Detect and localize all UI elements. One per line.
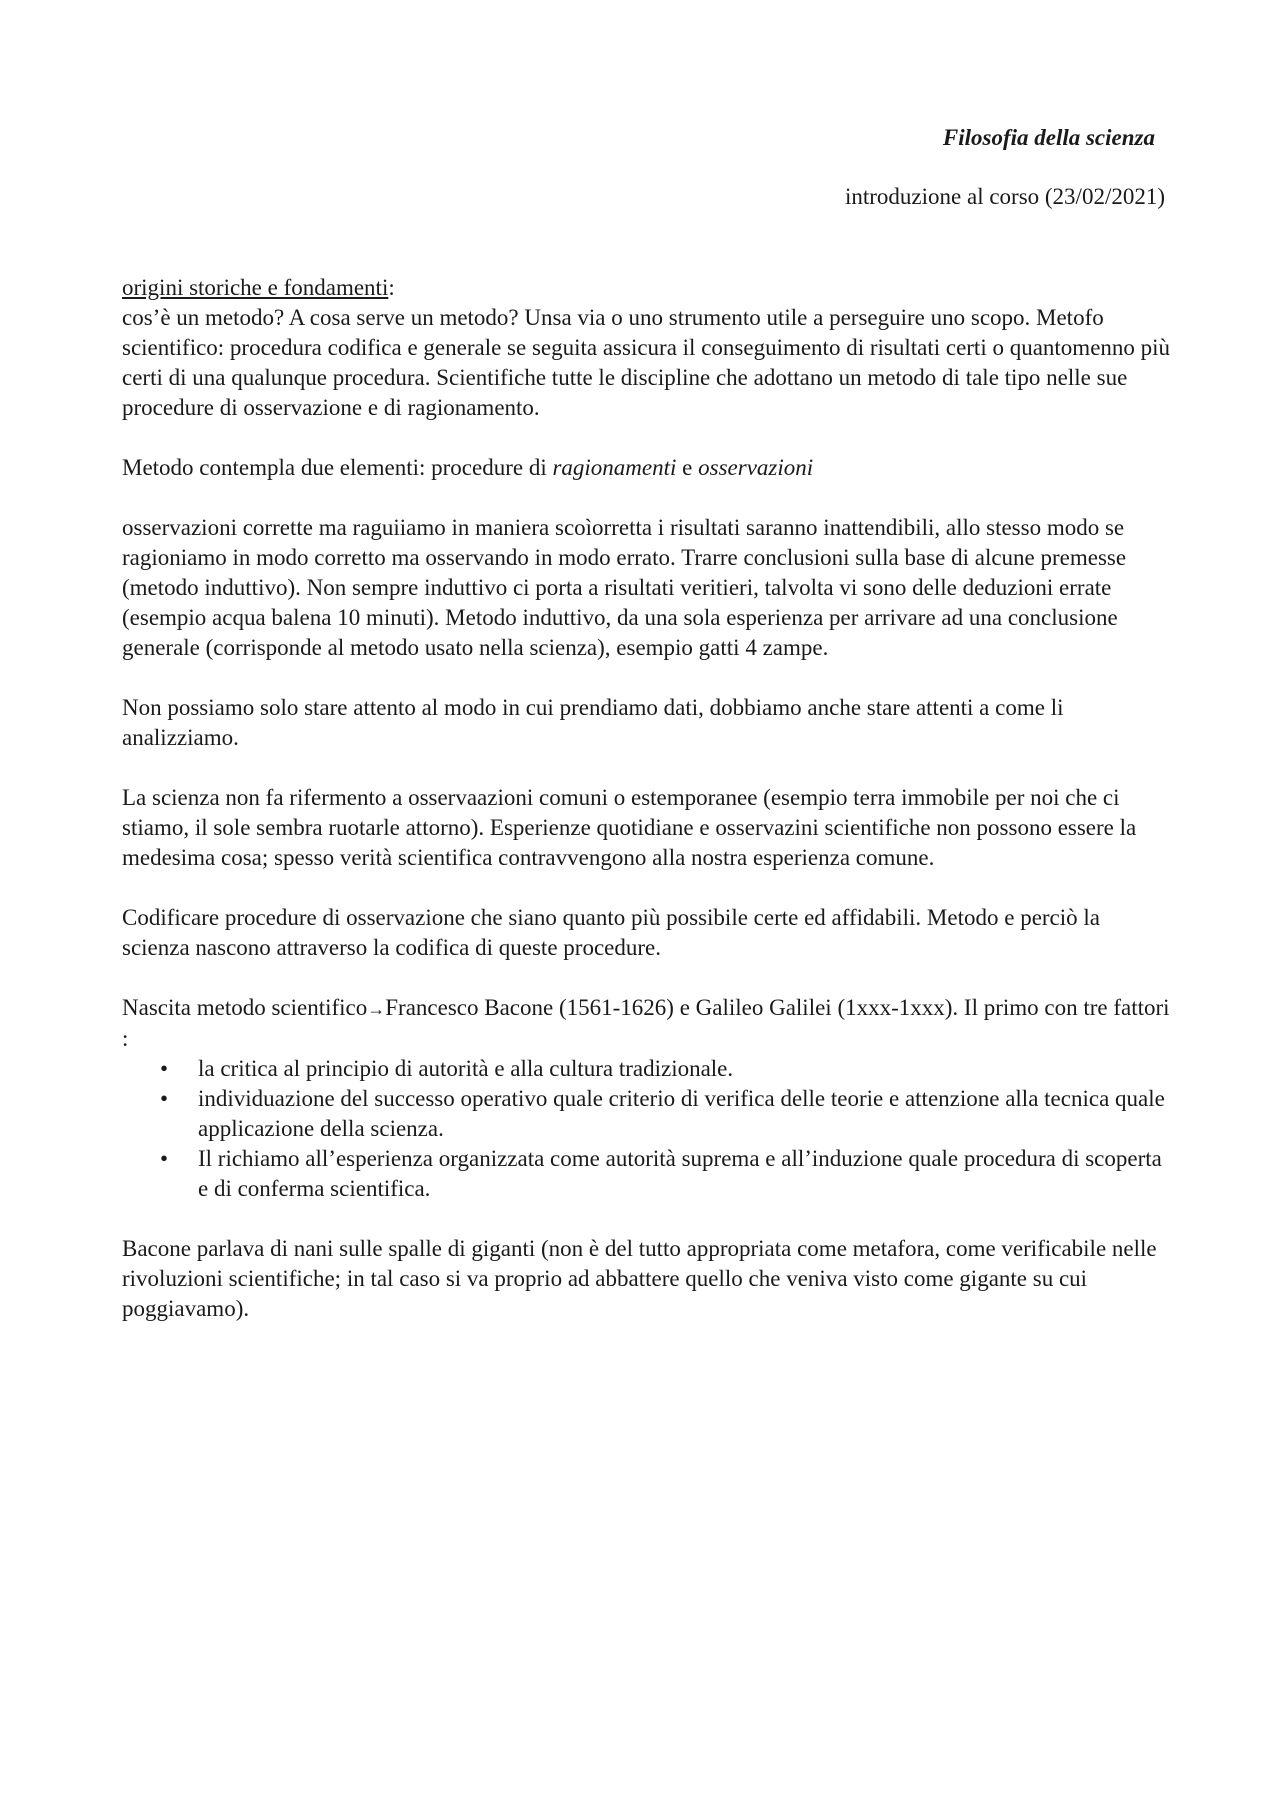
paragraph-dati: Non possiamo solo stare attento al modo in cui prendiamo dati, dobbiamo anche stare attenti a come li analizziamo.	[122, 695, 1064, 750]
paragraph-nascita	[122, 993, 1172, 1054]
section-heading: origini storiche e fondamenti	[122, 275, 389, 300]
term-osservazioni: osservazioni	[698, 455, 814, 480]
term-ragionamenti: ragionamenti	[552, 455, 677, 480]
list-item: • la critica al principio di autorità e alla cultura tradizionale.	[198, 1054, 1172, 1084]
elementi-prefix: Metodo contempla due elementi: procedure di	[122, 455, 553, 480]
section-origini	[122, 273, 1172, 303]
nascita-prefix: Nascita metodo scientifico	[122, 995, 368, 1020]
paragraph-bacone: Bacone parlava di nani sulle spalle di giganti (non è del tutto appropriata come metafora, come verificabile nelle rivoluzioni scientifiche; in tal caso si va proprio ad abbattere quello che veniva visto come gigante su cui poggiavamo).	[122, 1236, 1157, 1321]
heading-colon: :	[388, 275, 395, 300]
document-title: Filosofia della scienza	[942, 125, 1155, 150]
paragraph-elementi	[122, 453, 1172, 483]
paragraph-codificare: Codificare procedure di osservazione che siano quanto più possibile certe ed affidabili. Metodo e perciò la scienza nascono attraverso la codifica di queste procedure.	[122, 905, 1101, 960]
nascita-suffix: Francesco Bacone (1561-1626) e Galileo Galilei (1xxx-1xxx). Il primo con tre fattori :	[122, 995, 1170, 1051]
list-item: • individuazione del successo operativo quale criterio di verifica delle teorie e attenzione alla tecnica quale applicazione della scienza.	[198, 1084, 1172, 1144]
list-item: • Il richiamo all’esperienza organizzata come autorità suprema e all’induzione quale procedura di scoperta e di conferma scientifica.	[198, 1144, 1172, 1204]
paragraph-scienza: La scienza non fa rifermento a osservaazioni comuni o estemporanee (esempio terra immobile per noi che ci stiamo, il sole sembra ruotarle attorno). Esperienze quotidiane e osservazini scientifiche non possono essere la medesima cosa; spesso verità scientifica contravvengono alla nostra esperienza comune.	[122, 785, 1137, 870]
elementi-connector: e	[676, 455, 699, 480]
arrow-right-icon: →	[367, 999, 386, 1019]
document-subtitle: introduzione al corso (23/02/2021)	[844, 184, 1165, 209]
paragraph-metodo: cos’è un metodo? A cosa serve un metodo? Unsa via o uno strumento utile a perseguire uno scopo. Metofo scientifico: procedura codifica e generale se seguita assicura il conseguimento di risultati certi o quantomenno più certi di una qualunque procedura. Scientifiche tutte le discipline che adottano un metodo di tale tipo nelle sue procedure di osservazione e di ragionamento.	[122, 305, 1171, 420]
paragraph-osservazioni: osservazioni corrette ma raguiiamo in maniera scoìorretta i risultati saranno inattendibili, allo stesso modo se ragioniamo in modo corretto ma osservando in modo errato. Trarre conclusioni sulla base di alcune premesse (metodo induttivo). Non sempre induttivo ci porta a risultati veritieri, talvolta vi sono delle deduzioni errate (esempio acqua balena 10 minuti). Metodo induttivo, da una sola esperienza per arrivare ad una conclusione generale (corrisponde al metodo usato nella scienza), esempio gatti 4 zampe.	[122, 515, 1127, 660]
fattori-list	[122, 1054, 1172, 1204]
document-body	[122, 273, 1172, 1324]
